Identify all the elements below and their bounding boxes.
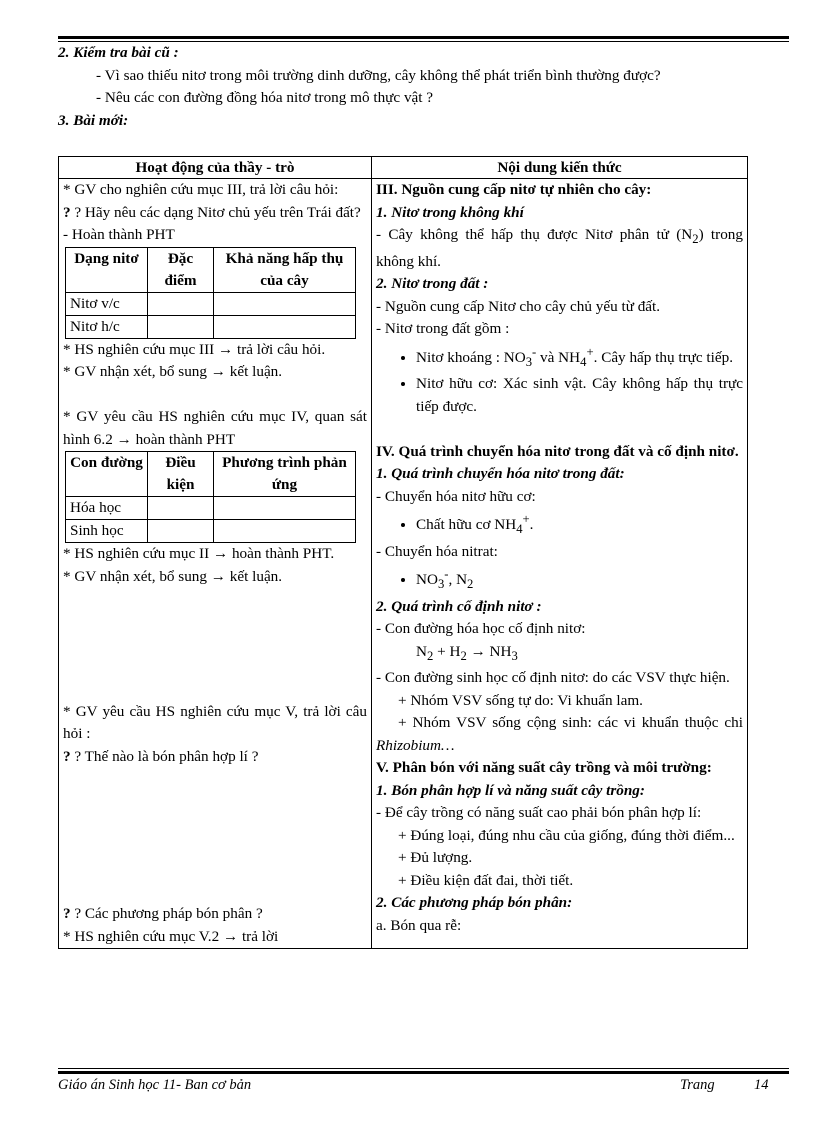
chemical-equation: $N_2 + H_2 \to NH_3$: [416, 642, 518, 663]
subheading-proper-fertilizing: 1. Bón phân hợp lí và năng suất cây trồng:: [376, 781, 645, 799]
activity-text: - Hoàn thành PHT: [63, 226, 175, 243]
footer-page-label: Trang: [680, 1077, 715, 1093]
content-text: + Nhóm VSV sống tự do: Vi khuẩn lam.: [398, 691, 643, 709]
content-text: - Để cây trồng có năng suất cao phải bón phân hợp lí:: [376, 804, 702, 822]
activity-text: * HS nghiên cứu mục III → trả lời câu hỏi.: [63, 340, 326, 358]
content-text: - Nguồn cung cấp Nitơ cho cây chủ yếu từ đất.: [376, 297, 661, 315]
subheading-air-nitrogen: 1. Nitơ trong không khí: [376, 203, 524, 221]
worksheet-table-2: [65, 451, 356, 543]
worksheet-table-1: [65, 247, 356, 339]
footer-page-number: 14: [754, 1077, 769, 1093]
list-item: • Nitơ hữu cơ: Xác sinh vật. Cây không hấp thụ trực tiếp được.: [416, 373, 743, 418]
lesson-table: [58, 156, 748, 949]
activity-text: * HS nghiên cứu mục II → hoàn thành PHT.: [63, 545, 335, 562]
list-item: • Nitơ khoáng : $NO_3^-$ và $NH_4^+$. Cây hấp thụ trực tiếp.: [416, 341, 743, 374]
header-knowledge: Nội dung kiến thức: [372, 157, 748, 179]
worksheet-row-label: Sinh học: [66, 520, 148, 543]
activity-text: * GV cho nghiên cứu mục III, trả lời câu hỏi:: [63, 181, 339, 198]
worksheet-header: Điều kiện: [148, 452, 214, 497]
activity-text: * GV nhận xét, bổ sung → kết luận.: [63, 567, 283, 585]
subheading-nitrogen-fixation: 2. Quá trình cố định nitơ :: [376, 597, 542, 615]
review-question-2: - Nêu các con đường đồng hóa nitơ trong mô thực vật ?: [96, 89, 434, 106]
content-text: - Chuyển hóa nitơ hữu cơ:: [376, 487, 536, 505]
header-rule-thick: [58, 36, 789, 39]
list-item: • Chất hữu cơ $NH_4^+$.: [416, 508, 743, 541]
worksheet-cell-empty: [148, 497, 214, 520]
content-text: + Nhóm VSV sống cộng sinh: các vi khuẩn thuộc chi Rhizobium…: [376, 714, 743, 754]
intro-section: [58, 42, 778, 132]
worksheet-header: Con đường: [66, 452, 148, 497]
heading-fertilizer: V. Phân bón với năng suất cây trồng và môi trường:: [376, 759, 712, 777]
bullet-list: [376, 508, 743, 541]
content-text: - Cây không thể hấp thụ được Nitơ phân tử $(N_2)$ trong không khí.: [376, 226, 743, 270]
worksheet-cell-empty: [214, 497, 356, 520]
worksheet-header: Khả năng hấp thụ của cây: [214, 247, 356, 292]
heading-nitrogen-sources: III. Nguồn cung cấp nitơ tự nhiên cho cây:: [376, 181, 652, 198]
worksheet-row-label: Nitơ v/c: [66, 292, 148, 315]
worksheet-header: Dạng nitơ: [66, 247, 148, 292]
activity-text: * GV nhận xét, bổ sung → kết luận.: [63, 363, 283, 380]
worksheet-header: Phương trình phản ứng: [214, 452, 356, 497]
activities-column: [59, 179, 372, 949]
content-text: a. Bón qua rễ:: [376, 916, 462, 934]
activity-question: ? ? Thế nào là bón phân hợp lí ?: [63, 747, 259, 765]
content-text: - Con đường hóa học cố định nitơ:: [376, 620, 586, 638]
worksheet-cell-empty: [148, 292, 214, 315]
subheading-fertilizing-methods: 2. Các phương pháp bón phân:: [376, 894, 573, 912]
worksheet-row-label: Nitơ h/c: [66, 315, 148, 338]
content-text: - Con đường sinh học cố định nitơ: do các VSV thực hiện.: [376, 669, 730, 687]
worksheet-cell-empty: [148, 520, 214, 543]
content-column: [372, 179, 748, 949]
activity-text: * GV yêu cầu HS nghiên cứu mục V, trả lời câu hỏi :: [63, 702, 367, 742]
activity-question: ? ? Các phương pháp bón phân ?: [63, 905, 263, 922]
worksheet-cell-empty: [148, 315, 214, 338]
worksheet-header: Đặc điểm: [148, 247, 214, 292]
list-item: • $NO_3^-$, $N_2$: [416, 563, 743, 596]
content-text: - Chuyển hóa nitrat:: [376, 542, 498, 560]
heading-nitrogen-conversion: IV. Quá trình chuyển hóa nitơ trong đất và cố định nitơ.: [376, 442, 739, 460]
worksheet-row-label: Hóa học: [66, 497, 148, 520]
bullet-list: [376, 341, 743, 419]
activity-text: * HS nghiên cứu mục V.2 → trả lời: [63, 927, 279, 945]
footer-rule-thin: [58, 1068, 789, 1069]
content-text: - Nitơ trong đất gồm :: [376, 320, 510, 338]
content-text: + Điều kiện đất đai, thời tiết.: [398, 871, 574, 889]
subheading-soil-conversion: 1. Quá trình chuyển hóa nitơ trong đất:: [376, 465, 625, 483]
review-question-1: - Vì sao thiếu nitơ trong môi trường dinh dưỡng, cây không thể phát triển bình thường được?: [96, 66, 661, 84]
footer-title: Giáo án Sinh học 11- Ban cơ bản: [58, 1077, 252, 1093]
subheading-soil-nitrogen: 2. Nitơ trong đất :: [376, 275, 489, 293]
worksheet-cell-empty: [214, 292, 356, 315]
worksheet-cell-empty: [214, 520, 356, 543]
activity-question: ? ? Hãy nêu các dạng Nitơ chủ yếu trên Trái đất?: [63, 203, 361, 221]
activity-text: * GV yêu cầu HS nghiên cứu mục IV, quan sát hình 6.2 → hoàn thành PHT: [63, 408, 367, 448]
bullet-list: [376, 563, 743, 596]
worksheet-cell-empty: [214, 315, 356, 338]
section3-heading: 3. Bài mới:: [58, 111, 129, 129]
content-text: + Đủ lượng.: [398, 849, 473, 867]
content-text: + Đúng loại, đúng nhu cầu của giống, đúng thời điểm...: [398, 826, 735, 844]
section2-heading: 2. Kiểm tra bài cũ :: [58, 44, 179, 61]
header-teacher-student: Hoạt động của thầy - trò: [59, 157, 372, 179]
